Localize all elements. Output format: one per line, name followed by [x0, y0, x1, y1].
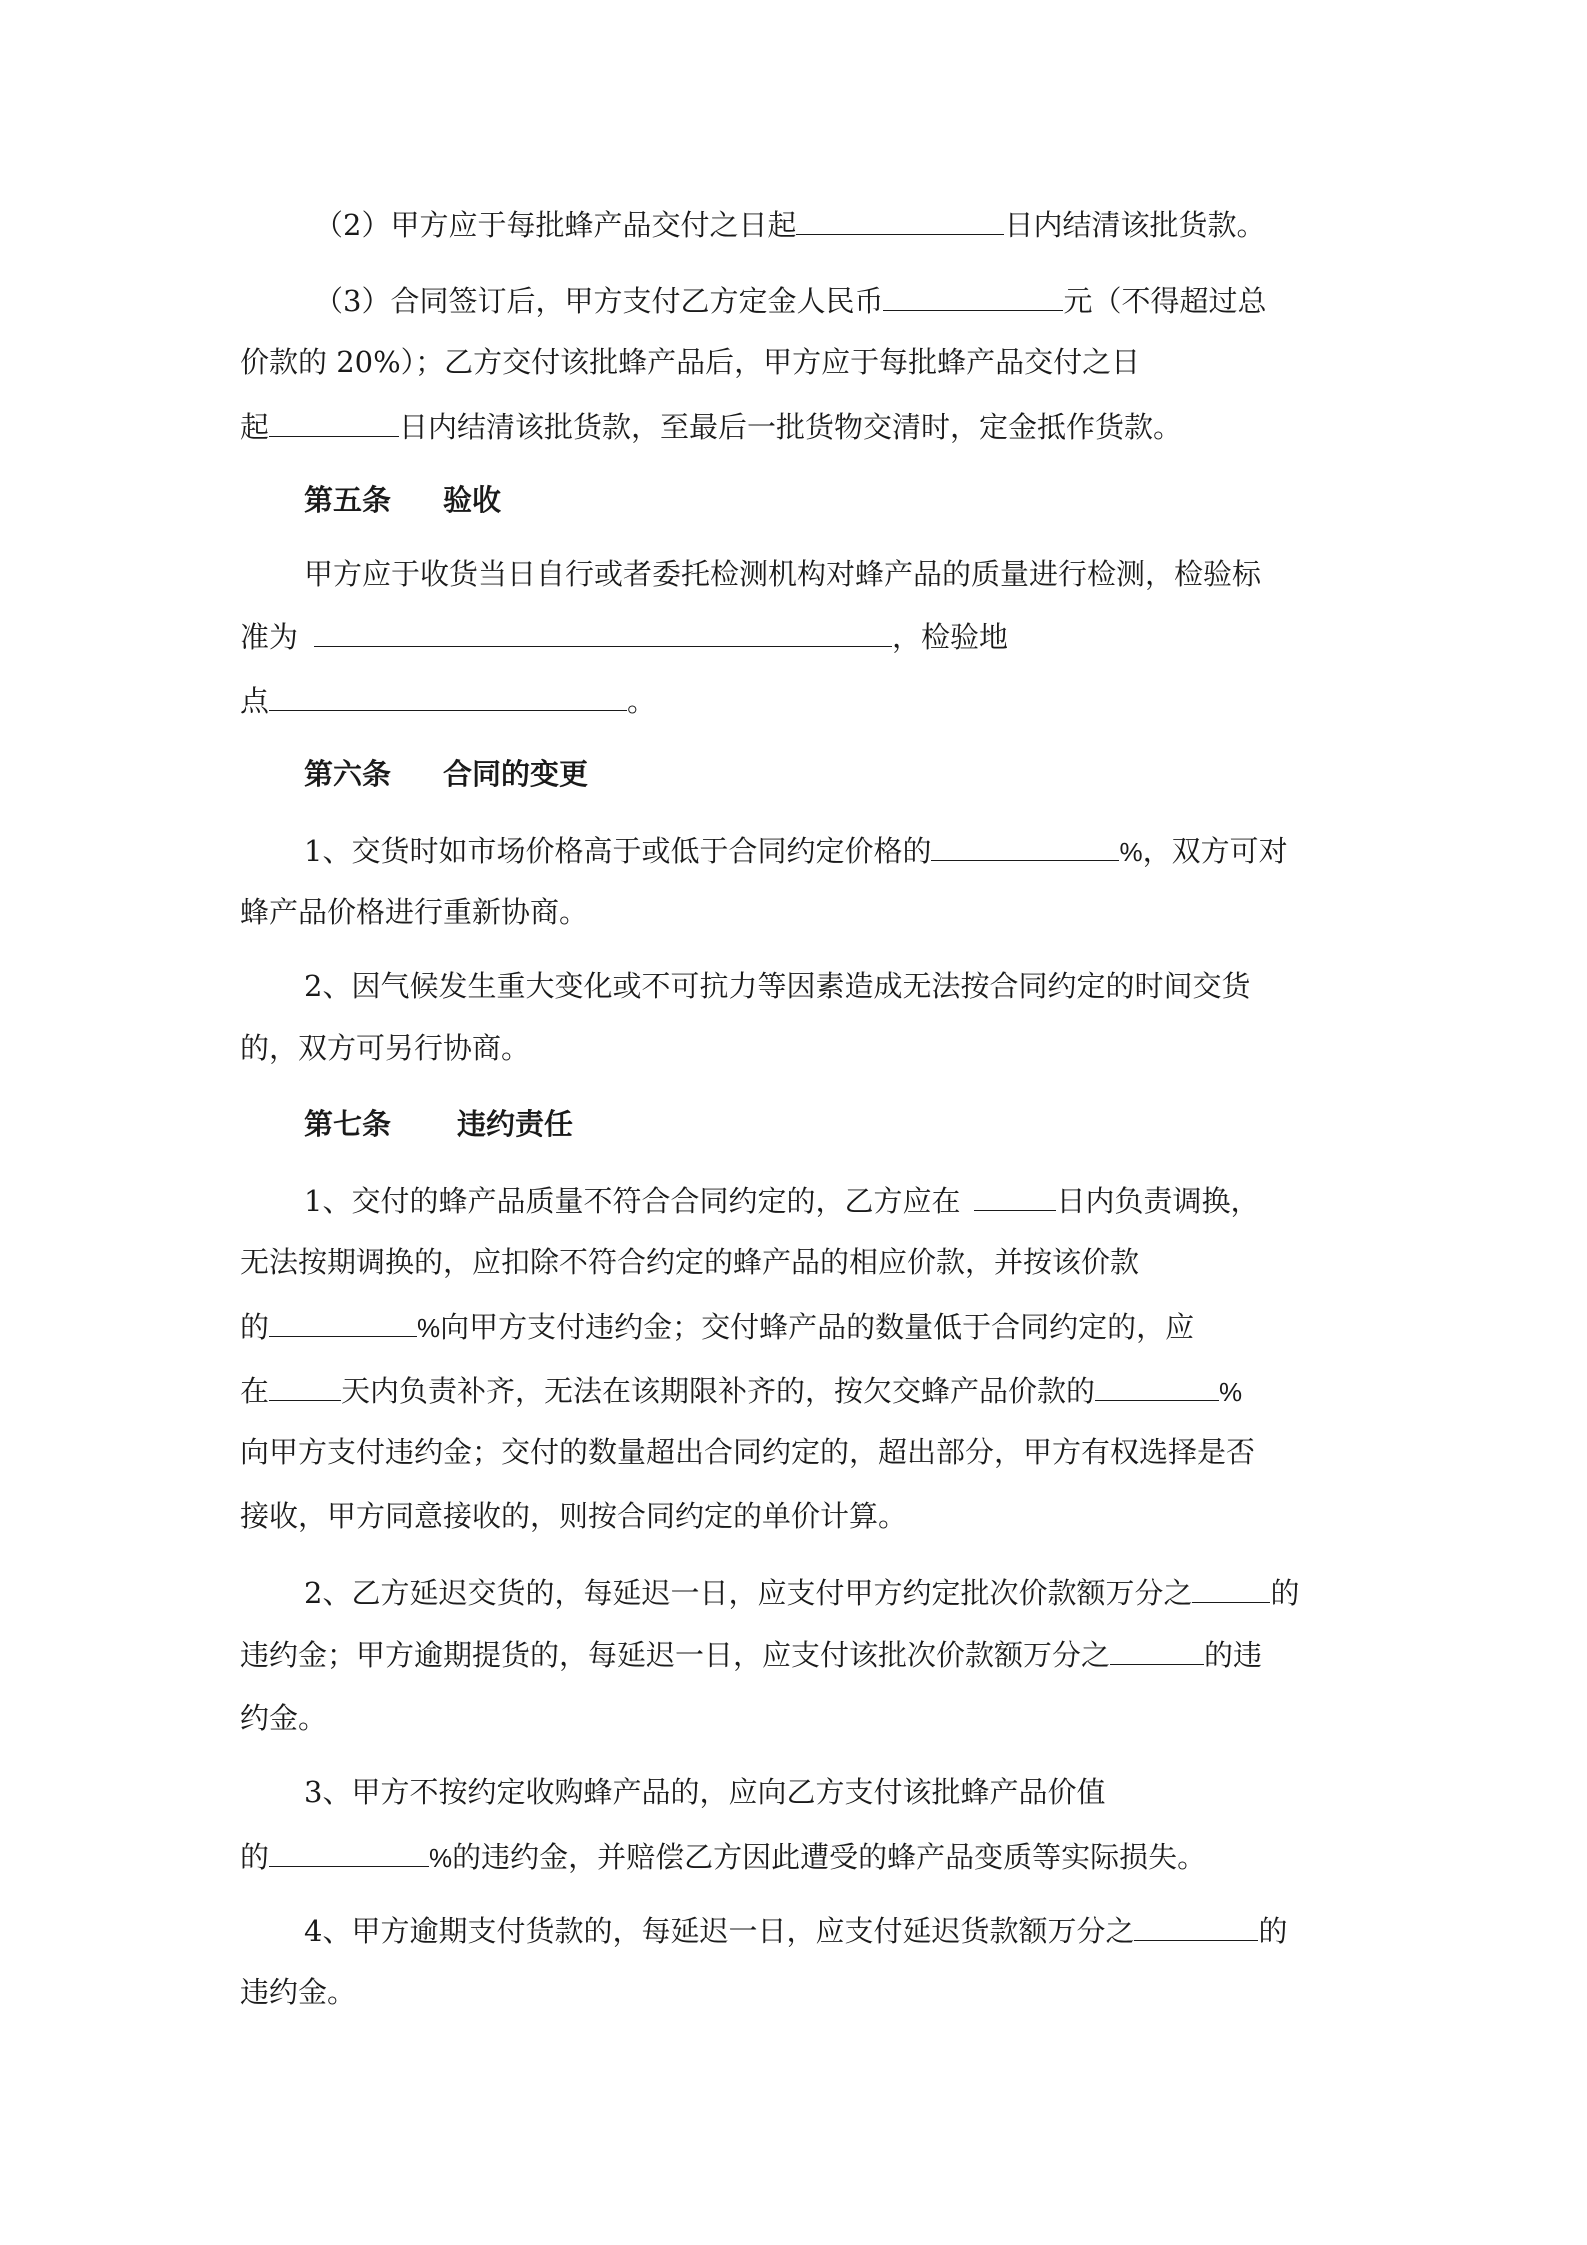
- clause6-heading: [304, 754, 588, 794]
- percent-sign: %: [417, 1313, 441, 1343]
- clause7-item2-line3: 约金。: [240, 1701, 328, 1735]
- clause6-item1-line1: [304, 830, 1288, 870]
- text-run: 的: [1258, 1914, 1288, 1948]
- text-run: 点: [240, 684, 270, 718]
- blank-percentage[interactable]: [269, 1306, 417, 1337]
- text-run: 起: [240, 410, 270, 444]
- text-run: 的违约金，并赔偿乙方因此遭受的蜂产品变质等实际损失。: [452, 1840, 1207, 1874]
- clause7-item2-line2: [240, 1634, 1262, 1674]
- blank-days[interactable]: [974, 1180, 1056, 1211]
- clause5-line3: [240, 680, 656, 720]
- heading-title: 合同的变更: [443, 757, 589, 791]
- text-run: 的违: [1204, 1638, 1263, 1672]
- text-run: 1、交货时如市场价格高于或低于合同约定价格的: [304, 834, 932, 868]
- text-run: 在: [240, 1374, 270, 1408]
- text-run: 4、甲方逾期支付货款的，每延迟一日，应支付延迟货款额万分之: [304, 1914, 1135, 1948]
- blank-rate[interactable]: [1134, 1910, 1258, 1941]
- clause7-item1-line2: 无法按期调换的，应扣除不符合约定的蜂产品的相应价款，并按该价款: [240, 1245, 1140, 1279]
- clause5-heading: [304, 480, 501, 520]
- heading-number: 第五条: [304, 483, 392, 517]
- text-run: 天内负责补齐，无法在该期限补齐的，按欠交蜂产品价款的: [341, 1374, 1096, 1408]
- clause7-item4-line1: [304, 1910, 1287, 1950]
- blank-inspection-location[interactable]: [269, 680, 627, 711]
- clause4-item3-line1: [314, 280, 1266, 320]
- text-run: 违约金；甲方逾期提货的，每延迟一日，应支付该批次价款额万分之: [240, 1638, 1111, 1672]
- text-run: ，双方可对: [1142, 834, 1288, 868]
- blank-percentage[interactable]: [1095, 1370, 1219, 1401]
- clause7-item1-line5: 向甲方支付违约金；交付的数量超出合同约定的，超出部分，甲方有权选择是否: [240, 1435, 1256, 1469]
- clause7-item2-line1: [304, 1572, 1299, 1612]
- clause7-item1-line3: [240, 1306, 1194, 1346]
- blank-percentage[interactable]: [931, 830, 1119, 861]
- clause6-item2-line1: 2、因气候发生重大变化或不可抗力等因素造成无法按合同约定的时间交货: [304, 969, 1251, 1003]
- clause7-item1-line4: [240, 1370, 1242, 1410]
- heading-title: 验收: [443, 483, 502, 517]
- text-run: 向甲方支付违约金；交付蜂产品的数量低于合同约定的，应: [440, 1310, 1195, 1344]
- clause7-item3-line1: 3、甲方不按约定收购蜂产品的，应向乙方支付该批蜂产品价值: [304, 1775, 1106, 1809]
- clause7-heading: [304, 1104, 573, 1144]
- text-run: 元（不得超过总: [1063, 284, 1267, 318]
- blank-deposit-amount[interactable]: [883, 280, 1063, 311]
- text-run: 日内结清该批货款。: [1004, 208, 1266, 242]
- text-run: 的: [240, 1310, 270, 1344]
- clause7-item1-line1: [304, 1180, 1259, 1220]
- text-run: 日内负责调换，: [1056, 1184, 1260, 1218]
- text-run: 1、交付的蜂产品质量不符合合同约定的，乙方应在: [304, 1184, 961, 1218]
- blank-rate[interactable]: [1192, 1572, 1270, 1603]
- text-run: 。: [627, 684, 657, 718]
- text-run: ，检验地: [892, 620, 1009, 654]
- text-run: 的: [240, 1840, 270, 1874]
- clause5-line1: 甲方应于收货当日自行或者委托检测机构对蜂产品的质量进行检测，检验标: [304, 557, 1262, 591]
- text-run: 日内结清该批货款，至最后一批货物交清时，定金抵作货款。: [399, 410, 1183, 444]
- clause5-line2: [240, 616, 1008, 656]
- percent-sign: %: [429, 1843, 453, 1873]
- heading-number: 第六条: [304, 757, 392, 791]
- blank-days[interactable]: [796, 204, 1004, 235]
- clause6-item1-line2: 蜂产品价格进行重新协商。: [240, 895, 589, 929]
- blank-inspection-standard[interactable]: [314, 616, 892, 647]
- blank-days[interactable]: [269, 406, 399, 437]
- blank-rate[interactable]: [1110, 1634, 1204, 1665]
- text-run: 2、乙方延迟交货的，每延迟一日，应支付甲方约定批次价款额万分之: [304, 1576, 1193, 1610]
- heading-number: 第七条: [304, 1107, 392, 1141]
- blank-percentage[interactable]: [269, 1836, 429, 1867]
- heading-title: 违约责任: [457, 1107, 574, 1141]
- clause7-item4-line2: 违约金。: [240, 1975, 357, 2009]
- percent-sign: %: [1219, 1377, 1243, 1407]
- clause4-item3-line2: 价款的 20%）；乙方交付该批蜂产品后，甲方应于每批蜂产品交付之日: [240, 345, 1141, 379]
- text-run: （2）甲方应于每批蜂产品交付之日起: [314, 208, 797, 242]
- text-run: 准为: [240, 620, 299, 654]
- clause7-item3-line2: [240, 1836, 1206, 1876]
- text-run: 的: [1270, 1576, 1300, 1610]
- text-run: （3）合同签订后，甲方支付乙方定金人民币: [314, 284, 884, 318]
- clause4-item3-line3: [240, 406, 1182, 446]
- clause4-item2-line1: [314, 204, 1265, 244]
- percent-sign: %: [1119, 837, 1143, 867]
- clause7-item1-line6: 接收，甲方同意接收的，则按合同约定的单价计算。: [240, 1499, 908, 1533]
- clause6-item2-line2: 的，双方可另行协商。: [240, 1031, 531, 1065]
- blank-days[interactable]: [269, 1370, 341, 1401]
